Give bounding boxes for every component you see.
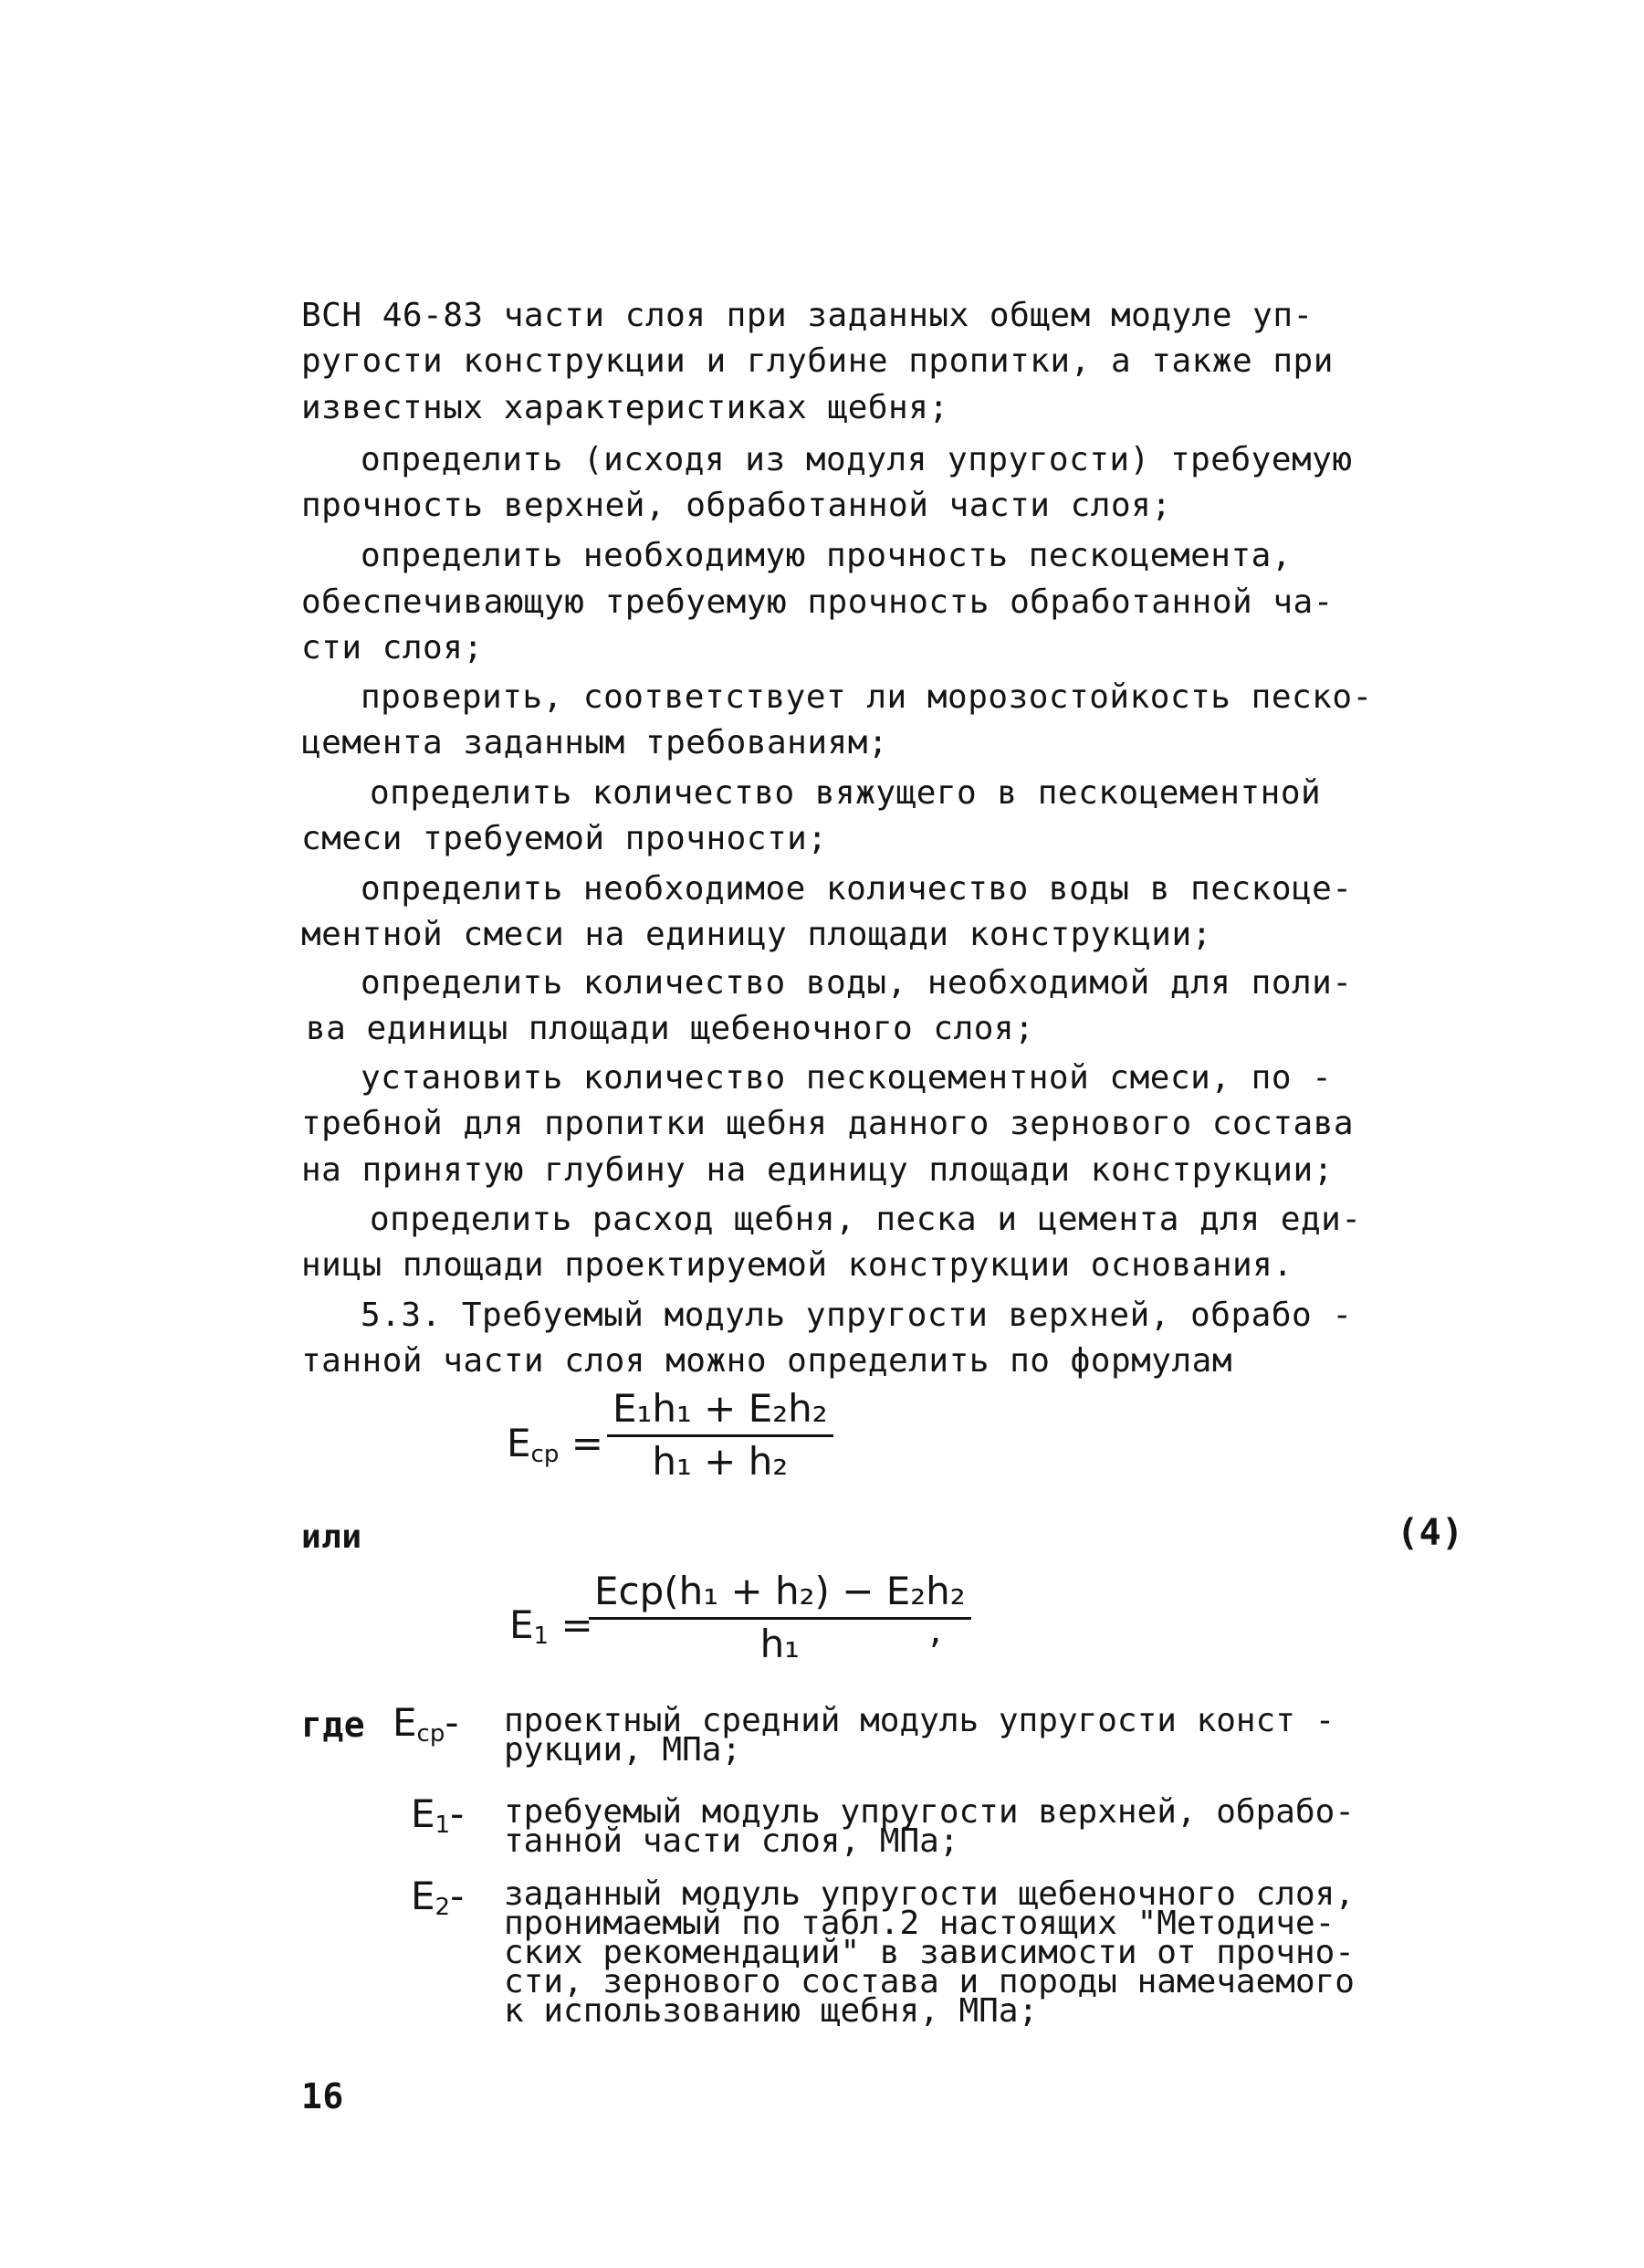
definition-line: ских рекомендаций" в зависимости от прочно- (504, 1934, 1355, 1971)
body-line: ВСН 46-83 части слоя при заданных общем модуле уп- (301, 297, 1314, 334)
body-line: на принятую глубину на единицу площади конструкции; (301, 1151, 1334, 1189)
body-line: ницы площади проектируемой конструкции основания. (301, 1246, 1293, 1284)
body-line: определить количество вяжущего в пескоцементной (370, 774, 1322, 812)
definition-line: рукции, МПа; (504, 1731, 742, 1769)
definition-line: заданный модуль упругости щебеночного слоя, (504, 1875, 1355, 1913)
body-line: танной части слоя можно определить по формулам (301, 1342, 1232, 1380)
formula1-lhs: E (507, 1421, 531, 1465)
body-line: цемента заданным требованиям; (301, 724, 889, 761)
body-line: известных характеристиках щебня; (301, 389, 949, 426)
body-line: ва единицы площади щебеночного слоя; (306, 1010, 1035, 1047)
where-label: где (301, 1705, 366, 1745)
body-line: определить необходимое количество воды в пескоце- (361, 870, 1353, 908)
equation-number: (4) (1397, 1512, 1464, 1554)
body-line: определить необходимую прочность пескоцемента, (361, 537, 1292, 574)
formula2-trailing-comma: , (929, 1607, 942, 1652)
formula1-equals: = (571, 1421, 603, 1465)
formula2-equals: = (560, 1602, 593, 1647)
definition-symbol-mean: $E_{ср}-$ (393, 1700, 459, 1748)
definition-line: танной части слоя, МПа; (504, 1822, 959, 1860)
or-label: или (301, 1518, 362, 1556)
formula1-lhs-subscript: ср (530, 1441, 560, 1468)
definition-line: к использованию щебня, МПа; (504, 1992, 1039, 2030)
body-line: прочность верхней, обработанной части слоя; (301, 487, 1172, 524)
formula1-denominator: h₁ + h₂ (652, 1439, 789, 1484)
formula1-numerator: E₁h₁ + E₂h₂ (607, 1386, 833, 1437)
formula2-lhs-subscript: 1 (533, 1622, 550, 1650)
body-line: сти слоя; (301, 629, 484, 667)
body-line: ругости конструкции и глубине пропитки, а также при (301, 342, 1334, 380)
definition-line: проектный средний модуль упругости конст - (504, 1702, 1335, 1739)
body-line: обеспечивающую требуемую прочность обработанной ча- (301, 583, 1334, 621)
definition-symbol-crushed-stone: $E_2-$ (411, 1874, 465, 1921)
formula2-numerator: Eср(h₁ + h₂) − E₂h₂ (589, 1569, 971, 1620)
body-line: 5.3. Требуемый модуль упругости верхней, обрабо - (361, 1297, 1353, 1334)
body-line: определить расход щебня, песка и цемента для еди- (370, 1201, 1362, 1238)
definition-line: требуемый модуль упругости верхней, обрабо- (504, 1793, 1355, 1831)
definition-line: пронимаемый по табл.2 настоящих "Методиче- (504, 1905, 1335, 1942)
definition-symbol-upper: $E_1-$ (411, 1791, 465, 1839)
formula2-denominator: h₁ (759, 1622, 801, 1666)
formula2-lhs: E (509, 1602, 534, 1647)
page-number: 16 (301, 2076, 344, 2116)
body-line: требной для пропитки щебня данного зернового состава (301, 1105, 1355, 1142)
body-line: смеси требуемой прочности; (301, 820, 828, 857)
body-line: определить количество воды, необходимой для поли- (361, 964, 1353, 1002)
definition-line: сти, зернового состава и породы намечаемого (504, 1963, 1355, 2000)
body-line: установить количество пескоцементной смеси, по - (361, 1059, 1333, 1097)
body-line: проверить, соответствует ли морозостойкость песко- (361, 678, 1373, 716)
body-line: ментной смеси на единицу площади конструкции; (301, 916, 1212, 953)
body-line: определить (исходя из модуля упругости) требуемую (361, 441, 1353, 478)
